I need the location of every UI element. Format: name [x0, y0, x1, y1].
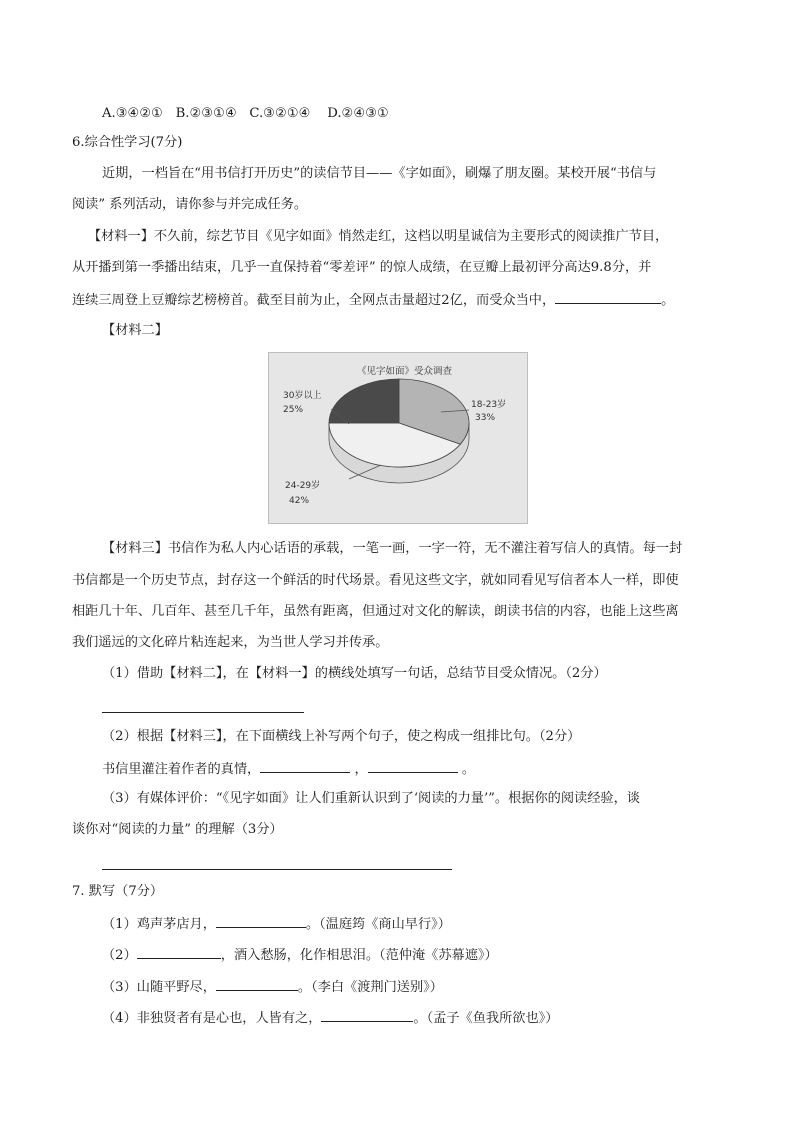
option-c: C.③②①④ — [249, 106, 311, 121]
q7-item-4-text: （4）非独贤者有是心也，人皆有之， — [102, 1011, 322, 1026]
sub-question-1: （1）借助【材料二】，在【材料一】的横线处填写一句话，总结节目受众情况。（2分） — [102, 666, 607, 681]
sub-question-2-comma: ， — [354, 762, 368, 777]
material-1-text: 连续三周登上豆瓣综艺榜榜首。截至目前为止，全网点击量超过2亿，而受众当中， — [72, 293, 556, 308]
q5-options — [102, 104, 389, 124]
material-1-line-1: 【材料一】不久前，综艺节目《见字如面》悄然走红，这档以明星诚信为主要形式的阅读推广节目， — [88, 229, 669, 244]
q7-item-3-blank[interactable] — [216, 976, 298, 991]
option-b: B.②③①④ — [175, 106, 237, 121]
material-1-line-2: 从开播到第一季播出结束，几乎一直保持着“零差评” 的惊人成绩，在豆瓣上最初评分高达9.8分，并 — [72, 260, 652, 275]
q7-item-3 — [102, 976, 443, 998]
q7-item-2-number: （2） — [102, 948, 137, 963]
material-3-line-3: 相距几十年、几百年、甚至几千年，虽然有距离，但通过对文化的解读，朗读书信的内容，也能上这些离 — [72, 604, 679, 619]
label-24-29-value: 42% — [289, 496, 310, 506]
q7-item-4-blank[interactable] — [321, 1007, 413, 1022]
q7-item-3-source: 。（李白《渡荆门送别》） — [297, 980, 443, 995]
sub-question-2-blank-1[interactable] — [260, 758, 350, 773]
q7-item-1-blank[interactable] — [216, 913, 306, 928]
material-1-answer-blank[interactable] — [555, 289, 661, 304]
option-a: A.③④②① — [102, 106, 164, 121]
sub-question-3-line-1: （3）有媒体评价：“《见字如面》让人们重新认识到了‘阅读的力量’”。根据你的阅读经验，谈 — [102, 791, 640, 806]
material-3-line-1: 【材料三】书信作为私人内心话语的承载，一笔一画，一字一符，无不灌注着写信人的真情。每一封 — [102, 541, 683, 556]
sub-question-2-end: 。 — [461, 762, 476, 777]
q7-item-4 — [102, 1007, 558, 1029]
q7-item-4-source: 。（孟子《鱼我所欲也》） — [413, 1011, 559, 1026]
pie-top — [329, 379, 469, 467]
q7-item-2-blank[interactable] — [137, 944, 221, 959]
q7-item-2-text: ，酒入愁肠，化作相思泪。（范仲淹《苏幕遮》） — [220, 948, 498, 963]
material-1-line-3 — [72, 289, 674, 311]
label-30plus-value: 25% — [283, 405, 304, 415]
material-2-label: 【材料二】 — [102, 323, 168, 338]
sub-question-2: （2）根据【材料三】，在下面横线上补写两个句子，使之构成一组排比句。（2分） — [102, 729, 581, 744]
sub-question-3-answer-line[interactable] — [102, 869, 452, 870]
q6-intro-line-2: 阅读” 系列活动，请你参与并完成任务。 — [72, 197, 308, 212]
q7-item-3-text: （3）山随平野尽， — [102, 980, 216, 995]
q7-heading: 7. 默写（7分） — [72, 884, 164, 899]
q7-item-1 — [102, 913, 451, 935]
label-24-29-name: 24-29岁 — [285, 481, 321, 491]
sub-question-3-line-2: 谈你对“阅读的力量” 的理解（3分） — [72, 822, 283, 837]
pie-chart-svg — [269, 353, 527, 523]
q6-intro-line-1: 近期，一档旨在“用书信打开历史”的读信节目——《字如面》，刷爆了朋友圈。某校开展“书信与 — [102, 166, 657, 181]
audience-pie-chart — [268, 352, 528, 524]
sub-question-2-blank-2[interactable] — [368, 758, 458, 773]
sub-question-1-answer-line[interactable] — [102, 712, 304, 713]
material-3-line-2: 书信都是一个历史节点，封存这一个鲜活的时代场景。看见这些文字，就如同看见写信者本人一样，即使 — [72, 573, 679, 588]
q6-heading: 6.综合性学习(7分) — [72, 135, 183, 150]
option-d: D.②④③① — [327, 106, 389, 121]
label-18-23-value: 33% — [475, 413, 496, 423]
q7-item-1-source: 。（温庭筠《商山早行》） — [305, 917, 451, 932]
label-30plus-name: 30岁以上 — [283, 391, 322, 401]
label-18-23-name: 18-23岁 — [471, 400, 507, 410]
material-1-end: 。 — [661, 293, 675, 308]
q7-item-2 — [102, 944, 498, 966]
chart-title: 《见字如面》受众调查 — [357, 366, 453, 377]
sub-question-2-line — [102, 758, 475, 780]
q7-item-1-text: （1）鸡声茅店月， — [102, 917, 216, 932]
material-3-line-4: 我们遥远的文化碎片粘连起来，为当世人学习并传承。 — [72, 635, 389, 650]
sub-question-2-prefix: 书信里灌注着作者的真情， — [102, 762, 261, 777]
